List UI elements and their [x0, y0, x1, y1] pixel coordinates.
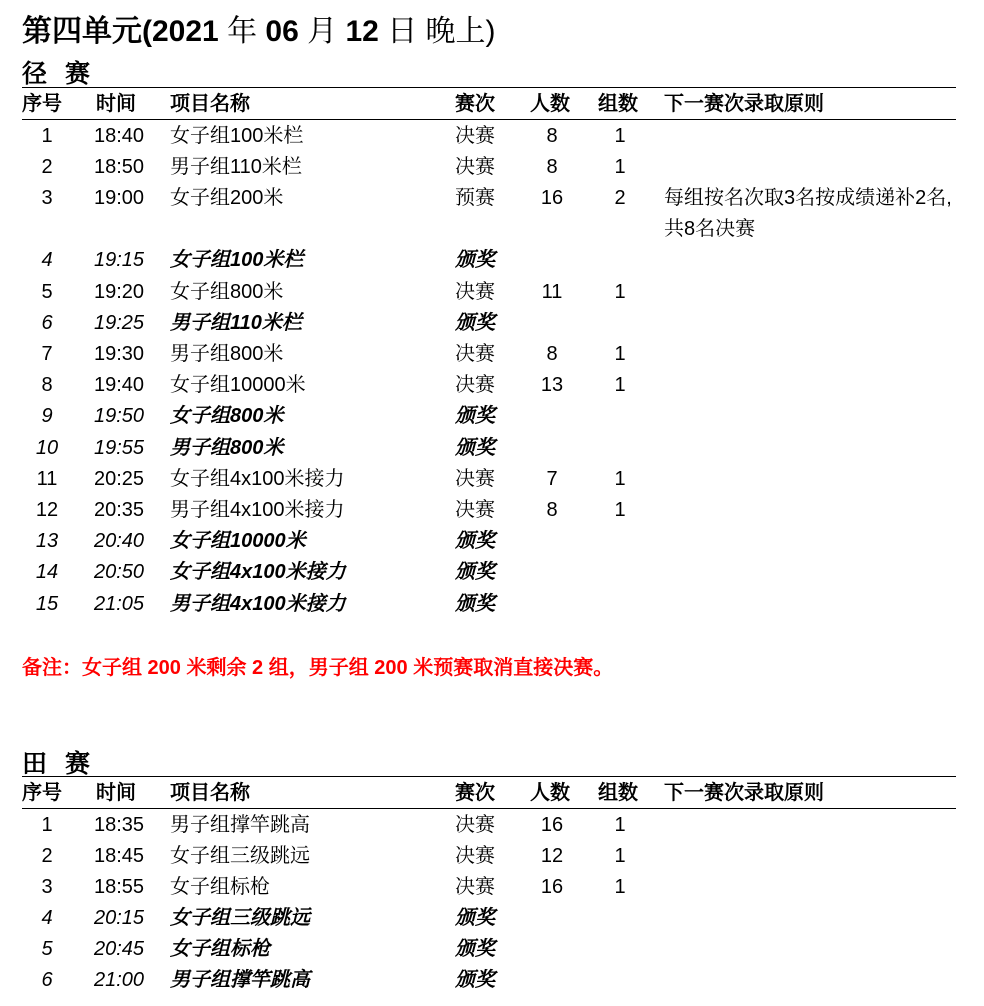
table-row [0, 183, 984, 241]
cell-groups: 1 [614, 156, 626, 179]
cell-event: 男子组4x100米接力 [170, 592, 346, 615]
table-row [0, 903, 984, 934]
cell-no: 5 [41, 280, 53, 303]
cell-no: 4 [41, 907, 53, 929]
col-header-time: 时间 [96, 782, 136, 804]
cell-event: 男子组800米 [170, 436, 284, 459]
cell-time: 19:40 [93, 374, 145, 397]
cell-groups: 1 [614, 814, 626, 836]
cell-count: 8 [546, 499, 558, 521]
cell-no: 7 [41, 343, 53, 365]
col-header-groups: 组数 [598, 93, 638, 115]
table-row [0, 464, 984, 495]
cell-round: 决赛 [455, 876, 495, 898]
table-row [0, 121, 984, 152]
cell-count: 8 [546, 156, 558, 179]
field-top-rule [22, 776, 956, 777]
field-header-row [0, 778, 984, 808]
cell-no: 13 [35, 530, 59, 553]
cell-event: 女子组三级跳远 [170, 907, 310, 929]
cell-count: 16 [540, 187, 564, 210]
cell-no: 15 [35, 592, 59, 615]
cell-groups: 1 [614, 374, 626, 397]
cell-no: 8 [41, 374, 53, 397]
table-row [0, 401, 984, 432]
col-header-round: 赛次 [455, 93, 495, 115]
cell-round: 决赛 [455, 343, 495, 365]
cell-groups: 1 [614, 876, 626, 898]
cell-event: 男子组4x100米接力 [170, 499, 345, 521]
table-row [0, 370, 984, 401]
table-row [0, 965, 984, 996]
table-row [0, 245, 984, 276]
col-header-round: 赛次 [455, 782, 495, 804]
cell-count: 12 [540, 845, 564, 867]
cell-no: 10 [35, 436, 59, 459]
cell-time: 19:15 [93, 249, 145, 272]
table-row [0, 308, 984, 339]
col-header-no: 序号 [22, 782, 62, 804]
cell-groups: 1 [614, 467, 626, 490]
track-section-title: 径赛 [22, 60, 109, 88]
cell-time: 19:30 [93, 343, 145, 365]
cell-round: 决赛 [455, 499, 495, 521]
cell-round: 决赛 [455, 467, 495, 490]
cell-round: 决赛 [455, 156, 495, 179]
col-header-event: 项目名称 [170, 782, 250, 804]
cell-no: 9 [41, 405, 53, 428]
cell-groups: 1 [614, 845, 626, 867]
cell-time: 19:20 [93, 280, 145, 303]
cell-time: 20:45 [93, 938, 145, 960]
table-row [0, 433, 984, 464]
cell-count: 8 [546, 343, 558, 365]
track-header-rule [22, 119, 956, 120]
cell-event: 女子组4x100米接力 [170, 561, 346, 584]
remark-note: 备注：女子组 200 米剩余 2 组，男子组 200 米预赛取消直接决赛。 [22, 657, 614, 679]
field-section-title: 田赛 [22, 750, 109, 778]
col-header-rule: 下一赛次录取原则 [664, 93, 824, 115]
field-header-rule [22, 808, 956, 809]
cell-rule: 每组按名次取3名按成绩递补2名,共8名决赛 [664, 187, 952, 241]
cell-time: 20:35 [93, 499, 145, 521]
table-row [0, 810, 984, 841]
cell-event: 男子组800米 [170, 343, 284, 365]
cell-time: 21:00 [93, 969, 145, 991]
cell-time: 18:45 [93, 845, 145, 867]
cell-no: 5 [41, 938, 53, 960]
cell-no: 1 [41, 125, 53, 147]
table-row [0, 277, 984, 308]
cell-groups: 1 [614, 280, 626, 303]
col-header-rule: 下一赛次录取原则 [664, 782, 824, 804]
cell-event: 男子组110米栏 [170, 311, 302, 334]
cell-event: 女子组100米栏 [170, 249, 304, 272]
table-row [0, 841, 984, 872]
table-row [0, 557, 984, 588]
cell-no: 3 [41, 187, 53, 210]
cell-groups: 1 [614, 343, 626, 365]
cell-event: 男子组撑竿跳高 [170, 969, 310, 991]
col-header-time: 时间 [96, 93, 136, 115]
cell-time: 21:05 [93, 592, 145, 615]
cell-event: 女子组100米栏 [170, 125, 304, 147]
cell-no: 12 [35, 499, 59, 521]
cell-event: 女子组三级跳远 [170, 845, 310, 867]
cell-no: 6 [41, 969, 53, 991]
cell-round: 颁奖 [455, 561, 495, 584]
cell-no: 4 [41, 249, 53, 272]
cell-groups: 1 [614, 125, 626, 147]
cell-count: 8 [546, 125, 558, 147]
cell-time: 20:50 [93, 561, 145, 584]
cell-count: 11 [541, 280, 563, 303]
cell-round: 颁奖 [455, 938, 495, 960]
col-header-event: 项目名称 [170, 93, 250, 115]
cell-time: 18:35 [93, 814, 145, 836]
cell-time: 18:55 [93, 876, 145, 898]
col-header-count: 人数 [530, 93, 570, 115]
cell-round: 决赛 [455, 814, 495, 836]
cell-event: 女子组10000米 [170, 374, 306, 397]
col-header-groups: 组数 [598, 782, 638, 804]
cell-time: 20:25 [93, 467, 145, 490]
cell-time: 20:40 [93, 530, 145, 553]
cell-event: 女子组标枪 [170, 938, 270, 960]
cell-event: 女子组10000米 [170, 530, 306, 553]
cell-no: 3 [41, 876, 53, 898]
cell-count: 13 [540, 374, 564, 397]
cell-round: 决赛 [455, 845, 495, 867]
cell-time: 19:55 [93, 436, 145, 459]
cell-event: 男子组撑竿跳高 [170, 814, 310, 836]
cell-time: 19:00 [93, 187, 145, 210]
cell-groups: 1 [614, 499, 626, 521]
cell-round: 决赛 [455, 374, 495, 397]
col-header-no: 序号 [22, 93, 62, 115]
cell-event: 女子组800米 [170, 280, 284, 303]
cell-no: 11 [36, 467, 58, 490]
cell-round: 颁奖 [455, 436, 495, 459]
table-row [0, 152, 984, 183]
cell-round: 颁奖 [455, 405, 495, 428]
cell-time: 18:40 [93, 125, 145, 147]
cell-no: 14 [35, 561, 59, 584]
table-row [0, 495, 984, 526]
cell-round: 颁奖 [455, 969, 495, 991]
cell-round: 颁奖 [455, 311, 495, 334]
cell-event: 女子组4x100米接力 [170, 467, 345, 490]
track-header-row [0, 89, 984, 119]
cell-round: 颁奖 [455, 592, 495, 615]
table-row [0, 934, 984, 965]
cell-no: 6 [41, 311, 53, 334]
table-row [0, 339, 984, 370]
cell-time: 19:25 [93, 311, 145, 334]
cell-round: 颁奖 [455, 249, 495, 272]
cell-event: 女子组标枪 [170, 876, 270, 898]
cell-time: 18:50 [93, 156, 145, 179]
cell-no: 1 [41, 814, 53, 836]
cell-event: 男子组110米栏 [170, 156, 302, 179]
cell-count: 16 [540, 876, 564, 898]
cell-round: 决赛 [455, 125, 495, 147]
cell-time: 19:50 [93, 405, 145, 428]
table-row [0, 872, 984, 903]
cell-round: 颁奖 [455, 907, 495, 929]
cell-count: 16 [540, 814, 564, 836]
cell-round: 颁奖 [455, 530, 495, 553]
col-header-count: 人数 [530, 782, 570, 804]
table-row [0, 526, 984, 557]
cell-groups: 2 [614, 187, 626, 210]
table-row [0, 589, 984, 620]
cell-no: 2 [41, 845, 53, 867]
cell-event: 女子组800米 [170, 405, 284, 428]
page-title: 第四单元(2021 年 06 月 12 日 晚上) [22, 15, 496, 48]
cell-event: 女子组200米 [170, 187, 284, 210]
track-top-rule [22, 87, 956, 88]
cell-time: 20:15 [93, 907, 145, 929]
cell-round: 决赛 [455, 280, 495, 303]
cell-round: 预赛 [455, 187, 495, 210]
cell-no: 2 [41, 156, 53, 179]
cell-count: 7 [546, 467, 558, 490]
